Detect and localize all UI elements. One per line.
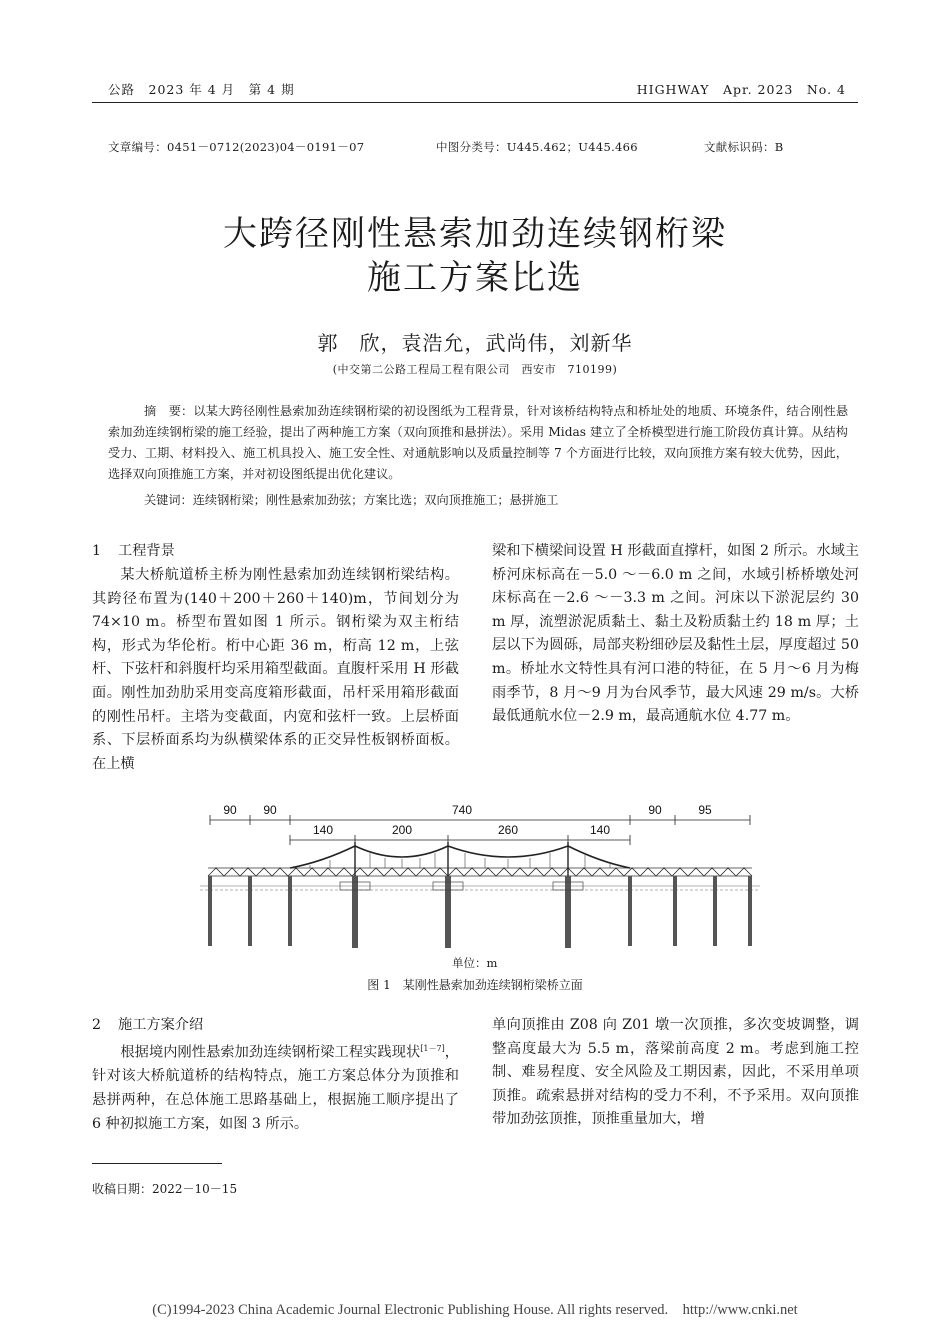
abstract-text: 以某大跨径刚性悬索加劲连续钢桁梁的初设图纸为工程背景，针对该桥结构特点和桥址处的地质、环境条件，结合刚性悬索加劲连续钢桁梁的施工经验，提出了两种施工方案（双向顶推和悬拼法）。采用 Midas 建立了全桥模型进行施工阶段仿真计算。从结构受力、工期、材料投入、施工机具投入、施工安全性、对通航影响以及质量控制等 7 个方面进行比较，双向顶推方案有较大优势，因此，选择双向顶推施工方案，并对初设图纸提出优化建议。 bbox=[108, 404, 849, 481]
paper-title-line1: 大跨径刚性悬索加劲连续钢桁梁 bbox=[223, 214, 727, 254]
span-label: 260 bbox=[497, 823, 519, 837]
figure1-caption: 图 1 某刚性悬索加劲连续钢桁梁桥立面 bbox=[367, 978, 583, 992]
header-rule bbox=[92, 102, 858, 103]
abstract bbox=[108, 401, 848, 485]
section2-left-column bbox=[92, 1037, 459, 1136]
section2-text-a: 根据境内刚性悬索加劲连续钢桁梁工程实践现状 bbox=[120, 1044, 421, 1061]
dim-label: 740 bbox=[451, 803, 473, 817]
footnote-rule bbox=[92, 1163, 222, 1164]
span-label: 140 bbox=[312, 823, 334, 837]
tower-pylons bbox=[355, 842, 568, 876]
dim-label: 95 bbox=[698, 803, 712, 817]
keywords-label: 关键词： bbox=[144, 493, 193, 507]
dimension-lines bbox=[210, 815, 750, 845]
affiliation: (中交第二公路工程局工程有限公司 西安市 710199) bbox=[332, 363, 618, 376]
journal-header-right: HIGHWAY Apr. 2023 No. 4 bbox=[636, 82, 846, 97]
dim-label: 90 bbox=[648, 803, 662, 817]
bridge-elevation-figure bbox=[200, 798, 760, 958]
section2-title: 施工方案介绍 bbox=[118, 1017, 204, 1033]
piers-and-piles bbox=[208, 876, 752, 948]
dim-label: 90 bbox=[223, 803, 237, 817]
section2-heading bbox=[92, 1014, 203, 1034]
section1-right-column bbox=[492, 540, 859, 729]
clc-number: 中图分类号：U445.462；U445.466 bbox=[436, 140, 638, 154]
section2-number: 2 bbox=[92, 1017, 102, 1033]
span-label: 200 bbox=[391, 823, 413, 837]
section2-text-b: ，针对该大桥航道桥的结构特点，施工方案总体分为顶推和悬拼两种，在总体施工思路基础上，根据施工顺序提出了 6 种初拟施工方案，如图 3 所示。 bbox=[92, 1044, 459, 1132]
dim-label: 90 bbox=[263, 803, 277, 817]
section2-right-column bbox=[492, 1014, 859, 1132]
received-date: 收稿日期：2022－10－15 bbox=[92, 1182, 238, 1196]
journal-header-left: 公路 2023 年 4 月 第 4 期 bbox=[108, 82, 295, 97]
paper-title-line2: 施工方案比选 bbox=[367, 258, 583, 298]
keywords bbox=[144, 491, 558, 508]
section2-paragraph-right: 单向顶推由 Z08 向 Z01 墩一次顶推，多次变坡调整，调整高度最大为 5.5 m，落梁前高度 2 m。考虑到施工控制、难易程度、安全风险及工期因素，因此，不采用单项顶推。疏索悬拼对结构的受力不利，不予采用。双向顶推带加劲弦顶推，顶推重量加大，增 bbox=[492, 1017, 859, 1128]
figure1-unit: 单位：m bbox=[452, 956, 498, 970]
section1-paragraph-right: 梁和下横梁间设置 H 形截面直撑杆，如图 2 所示。水域主桥河床标高在－5.0 ～－6.0 m 之间，水域引桥桥墩处河床标高在－2.6 ～－3.3 m 之间。河床以下淤泥层约 30 m 厚，流塑淤泥质黏土、黏土及粉质黏土约 18 m 厚；土层以下为圆砾，局部夹粉细砂层及黏性土层，厚度超过 50 m。桥址水文特性具有河口港的特征，在 5 月～6 月为梅雨季节，8 月～9 月为台风季节，最大风速 29 m/s。大桥最低通航水位－2.9 m，最高通航水位 4.77 m。 bbox=[492, 543, 859, 725]
section1-heading bbox=[92, 540, 175, 560]
section1-paragraph-left: 某大桥航道桥主桥为刚性悬索加劲连续钢桁梁结构。其跨径布置为(140＋200＋260＋140)m，节间划分为 74×10 m。桥型布置如图 1 所示。钢桁梁为双主桁结构，形式为华伦桁。桁中心距 36 m，桁高 12 m，上弦杆、下弦杆和斜腹杆均采用箱型截面。直腹杆采用 H 形截面。刚性加劲肋采用变高度箱形截面，吊杆采用箱形截面的刚性吊杆。主塔为变截面，内宽和弦杆一致。上层桥面系、下层桥面系均为纵横梁体系的正交异性板钢桥面板。在上横 bbox=[92, 567, 459, 772]
section1-number: 1 bbox=[92, 543, 102, 559]
authors: 郭 欣，袁浩允，武尚伟，刘新华 bbox=[317, 331, 633, 355]
keywords-text: 连续钢桁梁；刚性悬索加劲弦；方案比选；双向顶推施工；悬拼施工 bbox=[192, 493, 559, 507]
section1-left-column bbox=[92, 564, 459, 776]
stiffening-chord bbox=[290, 846, 630, 868]
abstract-label: 摘 要： bbox=[144, 404, 194, 418]
article-number: 文章编号：0451－0712(2023)04－0191－07 bbox=[108, 140, 365, 154]
section2-paragraph-left bbox=[92, 1037, 459, 1136]
document-code: 文献标识码：B bbox=[704, 140, 784, 154]
section1-title: 工程背景 bbox=[118, 543, 175, 559]
copyright-line: (C)1994-2023 China Academic Journal Electronic Publishing House. All rights reserved. http://www.cnki.net bbox=[152, 1302, 798, 1318]
truss-deck bbox=[208, 868, 752, 876]
span-label: 140 bbox=[589, 823, 611, 837]
citation-ref: [1－7] bbox=[420, 1044, 445, 1053]
